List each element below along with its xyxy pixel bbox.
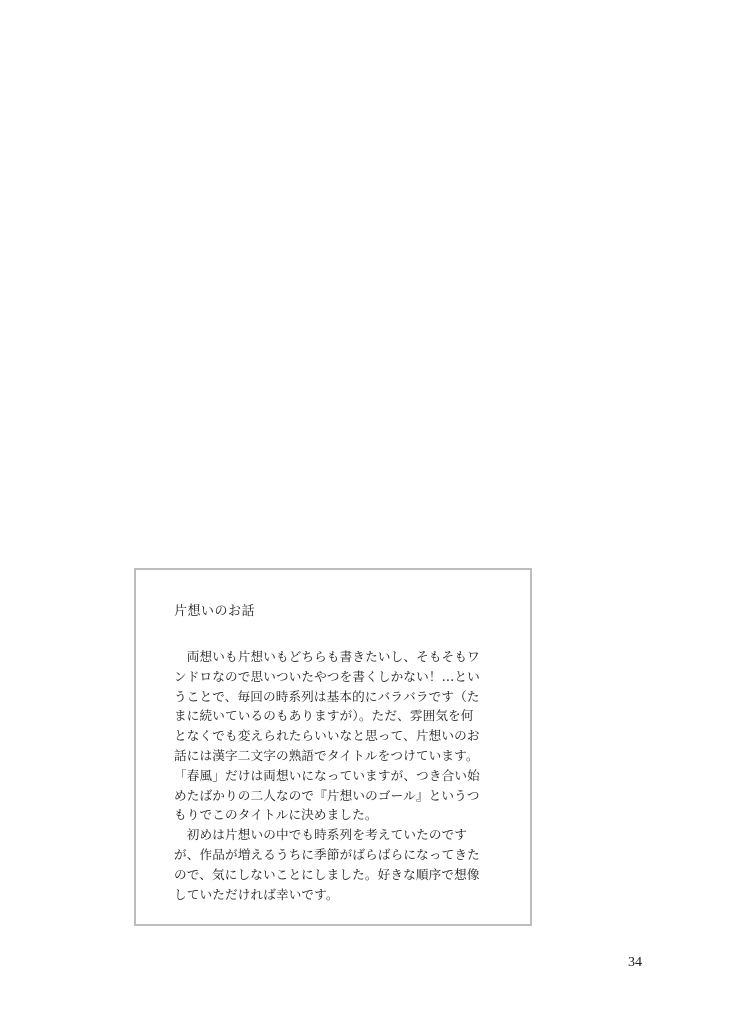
body-line: もりでこのタイトルに決めました。	[174, 807, 378, 823]
page-number: 34	[628, 955, 642, 970]
body-line: となくでも変えられたらいいなと思って、片想いのお	[174, 728, 480, 744]
body-line: 「春風」だけは両想いになっていますが、つき合い始	[174, 767, 480, 783]
afterword-title: 片想いのお話	[174, 604, 256, 619]
body-line: うことで、毎回の時系列は基本的にバラバラです（た	[174, 688, 480, 704]
body-line: めたばかりの二人なので『片想いのゴール』というつ	[174, 787, 480, 803]
body-line: まに続いているのもありますが）。ただ、雰囲気を何	[174, 708, 474, 724]
body-line: が、作品が増えるうちに季節がばらばらになってきた	[174, 846, 480, 862]
body-line: ので、気にしないことにしました。好きな順序で想像	[174, 866, 480, 882]
body-line: 両想いも片想いもどちらも書きたいし、そもそもワ	[174, 649, 480, 664]
body-line: 話には漢字二文字の熟語でタイトルをつけています。	[174, 747, 479, 763]
body-line: していただければ幸いです。	[174, 886, 339, 902]
body-line: 初めは片想いの中でも時系列を考えていたのです	[174, 827, 468, 843]
afterword-body	[174, 647, 480, 904]
afterword-box	[134, 568, 532, 926]
body-line: ンドロなので思いついたやつを書くしかない！…とい	[174, 668, 480, 684]
